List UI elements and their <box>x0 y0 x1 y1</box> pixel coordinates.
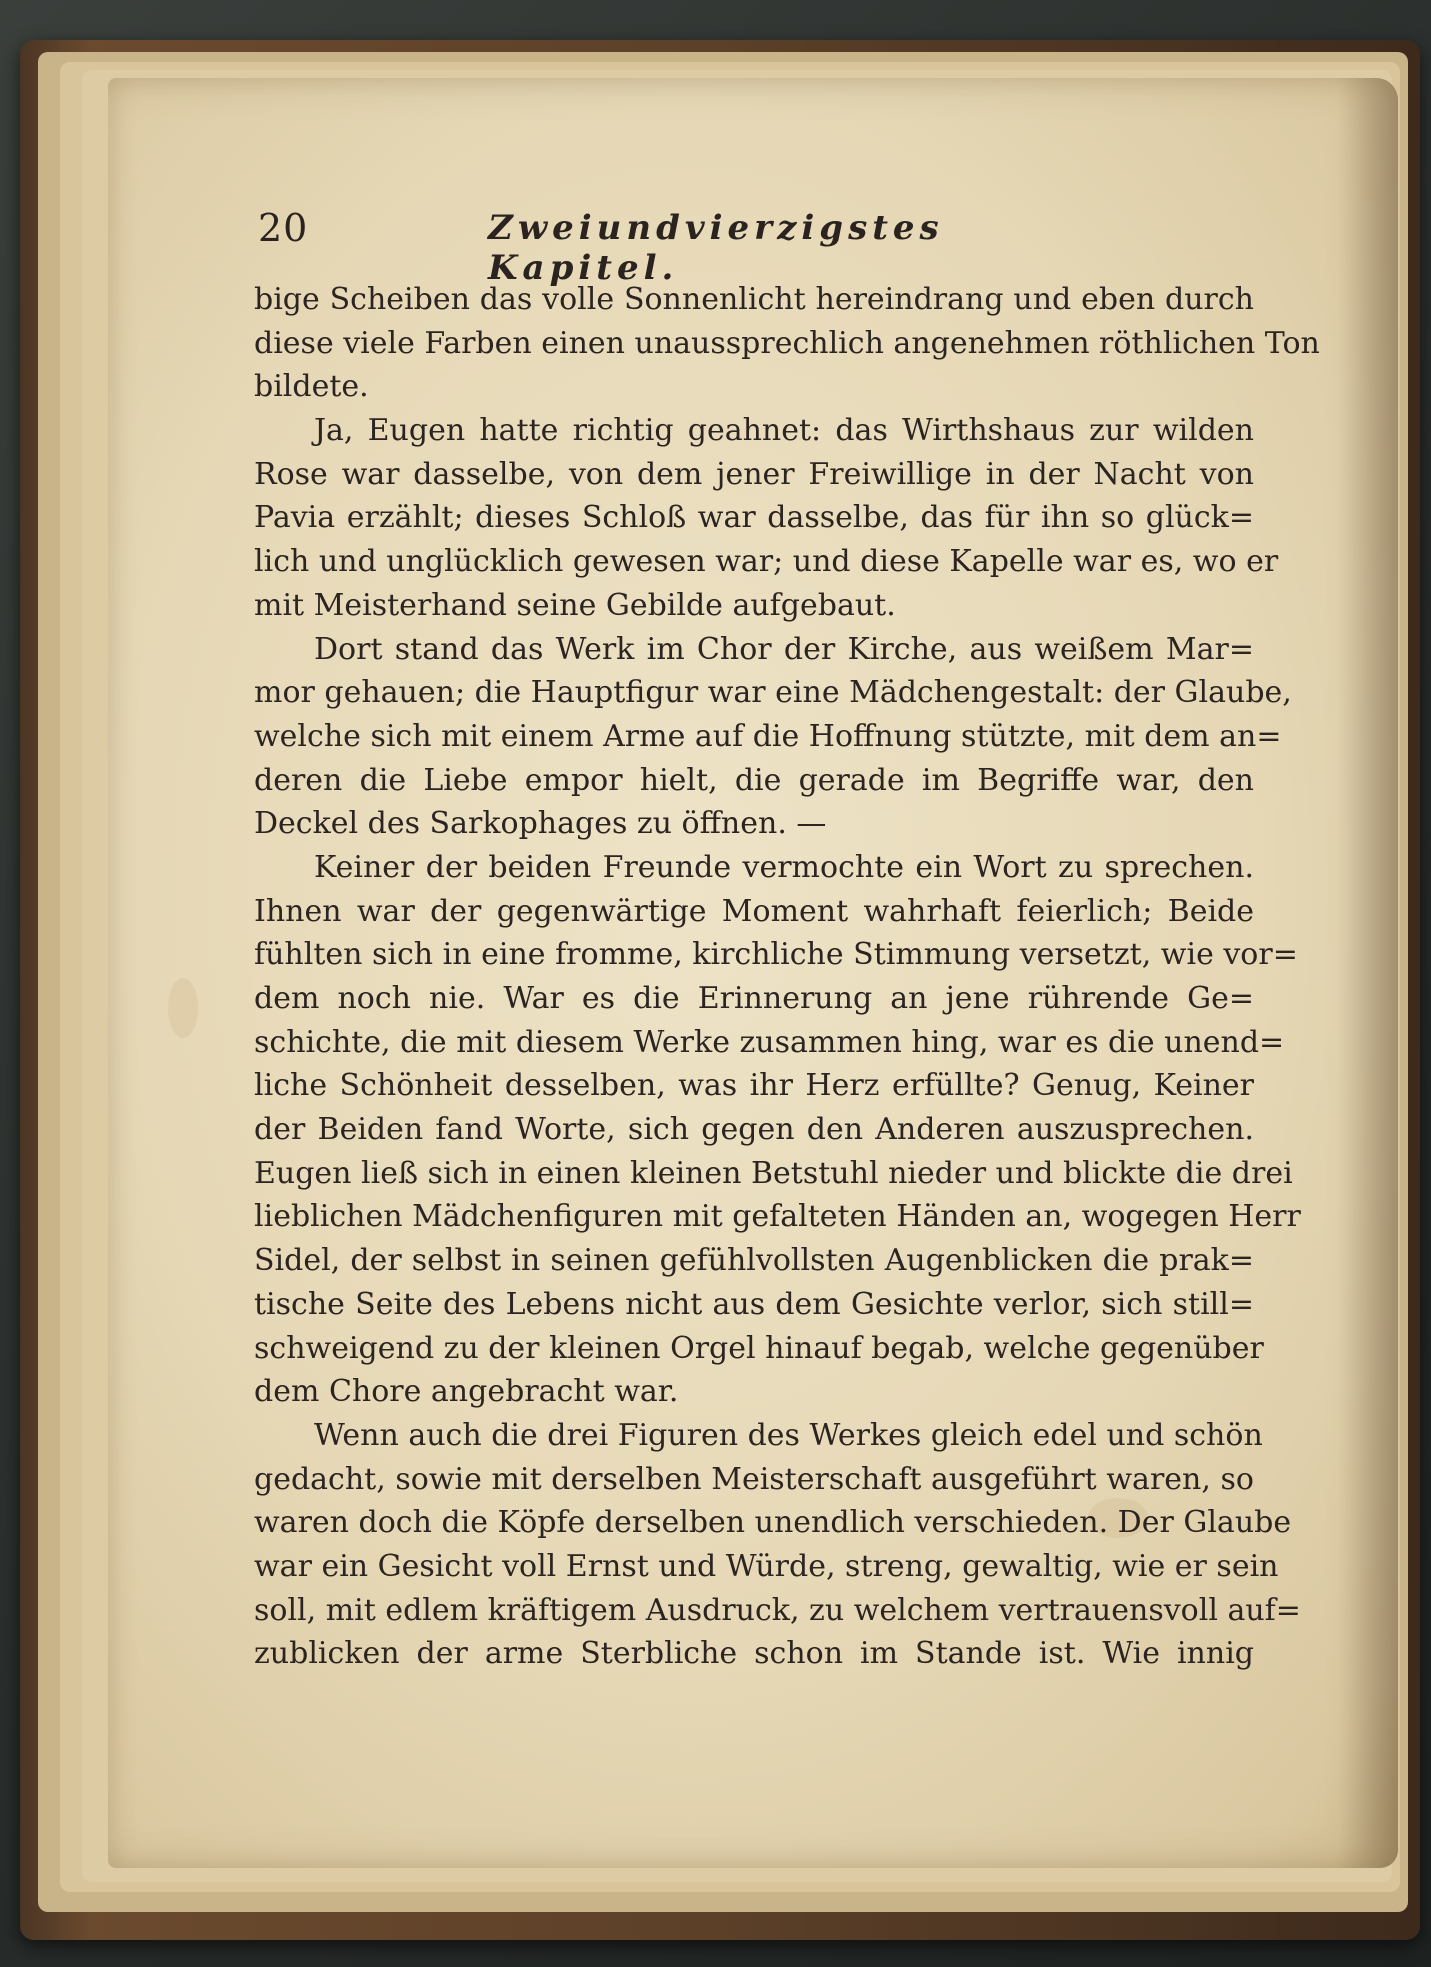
text-line: liche Schönheit desselben, was ihr Herz erfüllte? Genug, Keiner <box>254 1068 1254 1104</box>
text-line: fühlten sich in eine fromme, kirchliche Stimmung versetzt, wie vor= <box>254 937 1298 973</box>
running-head <box>258 206 1118 288</box>
text-line: mor gehauen; die Hauptfigur war eine Mädchengestalt: der Glaube, <box>254 675 1292 711</box>
text-line: der Beiden fand Worte, sich gegen den Anderen auszusprechen. <box>254 1112 1254 1148</box>
page-number: 20 <box>258 206 309 250</box>
text-line: welche sich mit einem Arme auf die Hoffnung stützte, mit dem an= <box>254 718 1282 754</box>
paragraph <box>254 628 1292 846</box>
text-line: Keiner der beiden Freunde vermochte ein Wort zu sprechen. <box>314 849 1254 885</box>
paragraph <box>254 846 1301 1414</box>
text-line: Deckel des Sarkophages zu öffnen. — <box>254 806 827 842</box>
text-line: bildete. <box>254 369 369 405</box>
text-line: Dort stand das Werk im Chor der Kirche, aus weißem Mar= <box>314 631 1254 667</box>
text-line: lich und unglücklich gewesen war; und diese Kapelle war es, wo er <box>254 544 1279 580</box>
text-line: gedacht, sowie mit derselben Meisterschaft ausgeführt waren, so <box>254 1461 1254 1497</box>
text-line: lieblichen Mädchenfiguren mit gefalteten Händen an, wogegen Herr <box>254 1199 1301 1235</box>
body-text <box>254 278 1320 1676</box>
text-line: Eugen ließ sich in einen kleinen Betstuhl nieder und blickte die drei <box>254 1155 1293 1191</box>
chapter-heading: Zweiundvierzigstes Kapitel. <box>488 208 944 288</box>
paragraph <box>254 278 1320 409</box>
paragraph <box>254 1414 1301 1676</box>
text-line: mit Meisterhand seine Gebilde aufgebaut. <box>254 587 896 623</box>
book-page <box>108 78 1398 1868</box>
paper-stain <box>168 978 198 1038</box>
text-line: tische Seite des Lebens nicht aus dem Gesichte verlor, sich still= <box>254 1286 1254 1322</box>
text-line: deren die Liebe empor hielt, die gerade im Begriffe war, den <box>254 762 1254 798</box>
text-line: diese viele Farben einen unaussprechlich angenehmen röthlichen Ton <box>254 325 1320 361</box>
text-line: dem Chore angebracht war. <box>254 1374 679 1410</box>
text-line: schweigend zu der kleinen Orgel hinauf begab, welche gegenüber <box>254 1330 1264 1366</box>
text-line: Ihnen war der gegenwärtige Moment wahrhaft feierlich; Beide <box>254 893 1254 929</box>
text-line: waren doch die Köpfe derselben unendlich verschieden. Der Glaube <box>254 1505 1292 1541</box>
paragraph <box>254 409 1279 627</box>
text-line: war ein Gesicht voll Ernst und Würde, streng, gewaltig, wie er sein <box>254 1548 1279 1584</box>
text-line: zublicken der arme Sterbliche schon im Stande ist. Wie innig <box>254 1636 1254 1672</box>
text-line: Rose war dasselbe, von dem jener Freiwillige in der Nacht von <box>254 456 1254 492</box>
spine-shadow <box>1338 78 1398 1868</box>
text-line: Ja, Eugen hatte richtig geahnet: das Wirthshaus zur wilden <box>314 413 1254 449</box>
text-line: schichte, die mit diesem Werke zusammen hing, war es die unend= <box>254 1024 1285 1060</box>
text-line: dem noch nie. War es die Erinnerung an jene rührende Ge= <box>254 981 1254 1016</box>
text-line: soll, mit edlem kräftigem Ausdruck, zu welchem vertrauensvoll auf= <box>254 1592 1301 1628</box>
text-line: Pavia erzählt; dieses Schloß war dasselbe, das für ihn so glück= <box>254 500 1254 536</box>
text-line: bige Scheiben das volle Sonnenlicht hereindrang und eben durch <box>254 282 1254 317</box>
text-line: Wenn auch die drei Figuren des Werkes gleich edel und schön <box>314 1417 1263 1453</box>
text-line: Sidel, der selbst in seinen gefühlvollsten Augenblicken die prak= <box>254 1243 1254 1279</box>
